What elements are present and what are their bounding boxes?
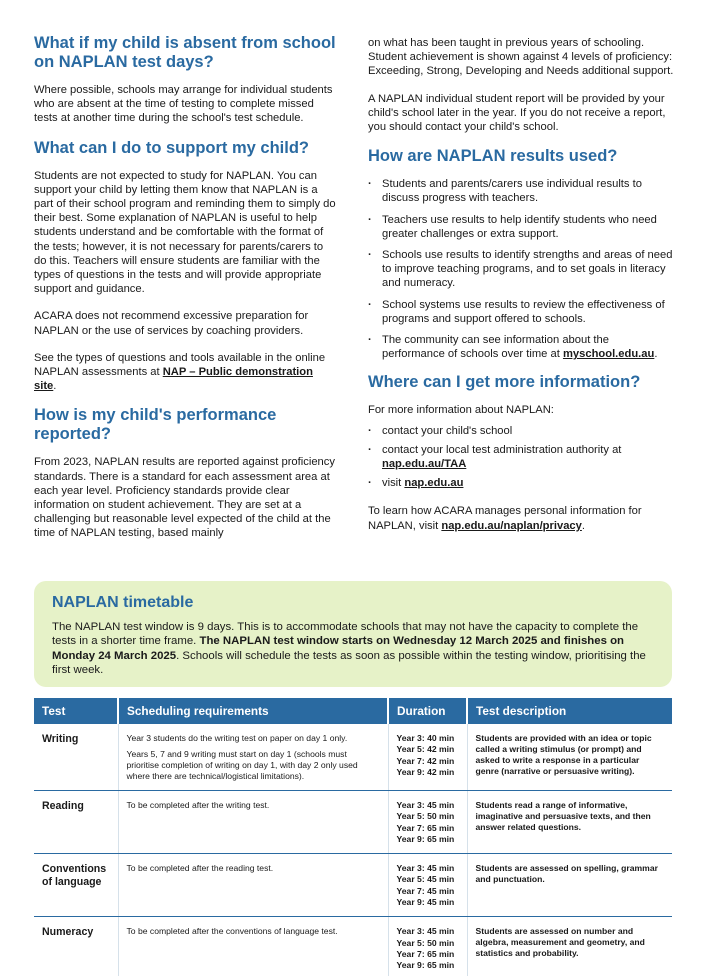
list-item xyxy=(368,248,674,291)
duration-line: Year 3: 45 min xyxy=(396,926,455,937)
description-cell: Students are assessed on number and algebra, measurement and geometry, and statistics and probability. xyxy=(467,917,672,976)
duration-line: Year 5: 42 min xyxy=(396,744,455,755)
description-cell: Students are provided with an idea or topic called a writing stimulus (or prompt) and asked to write a response in a particular genre (narrative or persuasive writing). xyxy=(467,724,672,791)
scheduling-cell xyxy=(118,724,388,791)
list-item xyxy=(368,424,674,438)
table-row xyxy=(34,791,672,854)
bullet-icon: · xyxy=(368,213,372,226)
duration-line: Year 7: 65 min xyxy=(396,948,455,959)
duration-line: Year 7: 45 min xyxy=(396,885,455,896)
bullet-icon: · xyxy=(368,443,372,456)
scheduling-cell xyxy=(118,791,388,854)
taa-link[interactable]: nap.edu.au/TAA xyxy=(382,458,467,471)
list-item xyxy=(368,177,674,205)
support-paragraph-2: ACARA does not recommend excessive preparation for NAPLAN or the use of services by coaching providers. xyxy=(34,310,309,337)
test-name: Writing xyxy=(34,724,118,791)
heading-more-info: Where can I get more information? xyxy=(368,373,641,392)
list-item xyxy=(368,333,674,361)
column-header: Scheduling requirements xyxy=(118,698,388,724)
list-item xyxy=(368,476,674,490)
performance-paragraph: From 2023, NAPLAN results are reported against proficiency standards. There is a standard for each assessment area at each year level. Proficiency standards provide clear information on student achievement. They are set at a challenging but reasonable level expected of the child at the time of NAPLAN testing, based mainly xyxy=(34,456,335,540)
support-paragraph-3 xyxy=(34,351,338,394)
heading-absent: What if my child is absent from school on NAPLAN test days? xyxy=(34,34,336,71)
description-cell: Students are assessed on spelling, grammar and punctuation. xyxy=(467,854,672,917)
scheduling-cell xyxy=(118,917,388,976)
privacy-text: To learn how ACARA manages personal information for NAPLAN, visit xyxy=(368,505,642,532)
scheduling-text: Year 3 students do the writing test on paper on day 1 only. xyxy=(126,733,348,743)
support-p3-suffix: . xyxy=(53,380,57,393)
nap-demo-link[interactable]: NAP – Public demonstration site xyxy=(34,366,313,393)
list-item-text: contact your child's school xyxy=(382,424,513,437)
duration-line: Year 9: 65 min xyxy=(396,960,455,971)
timetable-text-part2: . Schools will schedule the tests as soon as possible within the testing window, prioritising the first week. xyxy=(52,649,646,676)
scheduling-text: To be completed after the writing test. xyxy=(126,800,270,810)
column-header: Test xyxy=(34,698,118,724)
bullet-icon: · xyxy=(368,424,372,437)
description-cell: Students read a range of informative, imaginative and persuasive texts, and then answer related questions. xyxy=(467,791,672,854)
duration-line: Year 7: 42 min xyxy=(396,755,455,766)
duration-cell xyxy=(388,791,467,854)
bullet-icon: · xyxy=(368,477,372,490)
test-name: Reading xyxy=(34,791,118,854)
test-name: Conventions of language xyxy=(34,854,118,917)
list-item-text: Schools use results to identify strengths and areas of need to improve teaching programs, and to set goals in literacy and numeracy. xyxy=(382,249,673,290)
bullet-icon: · xyxy=(368,178,372,191)
myschool-link[interactable]: myschool.edu.au xyxy=(562,348,655,361)
timetable-text xyxy=(52,620,654,677)
schedule-table xyxy=(34,698,672,976)
list-item xyxy=(368,443,674,471)
more-info-list xyxy=(368,424,674,491)
timetable-callout xyxy=(34,581,672,687)
bullet-icon: · xyxy=(368,249,372,262)
duration-line: Year 9: 45 min xyxy=(396,897,455,908)
heading-results: How are NAPLAN results used? xyxy=(368,147,618,166)
privacy-suffix: . xyxy=(581,519,585,532)
heading-support: What can I do to support my child? xyxy=(34,138,309,157)
test-name: Numeracy xyxy=(34,917,118,976)
scheduling-text: To be completed after the conventions of language test. xyxy=(126,926,338,937)
duration-line: Year 5: 50 min xyxy=(396,811,455,822)
right-column xyxy=(368,34,674,546)
scheduling-cell xyxy=(118,854,388,917)
duration-cell xyxy=(388,917,467,976)
list-item-suffix: . xyxy=(654,348,658,361)
list-item-text: visit xyxy=(382,477,405,490)
bullet-icon: · xyxy=(368,334,372,347)
duration-line: Year 9: 42 min xyxy=(396,766,455,777)
list-item-text: Teachers use results to help identify students who need greater challenges or extra support. xyxy=(382,213,657,240)
duration-line: Year 7: 65 min xyxy=(396,822,455,833)
list-item xyxy=(368,298,674,326)
support-paragraph-1: Students are not expected to study for NAPLAN. You can support your child by letting them know that NAPLAN is a part of their school program and reminding them to simply do their best. Some explanation of NAPLAN is useful to help students understand and be comfortable with the format of the tests; however, it is not necessary for parents/carers to do this. Teachers will ensure students are familiar with the types of questions in the tests and will provide appropriate support and guidance. xyxy=(34,169,336,296)
timetable-dates: The NAPLAN test window starts on Wednesday 12 March 2025 and finishes on Monday 24 March 2025 xyxy=(52,635,625,662)
table-row xyxy=(34,724,672,791)
report-paragraph: A NAPLAN individual student report will be provided by your child's school later in the year. If you do not receive a report, you should contact your child's school. xyxy=(368,92,666,134)
duration-line: Year 9: 65 min xyxy=(396,833,455,844)
list-item-text: Students and parents/carers use individual results to discuss progress with teachers. xyxy=(382,178,642,205)
scheduling-text: Years 5, 7 and 9 writing must start on day 1 (schools must prioritise completion of writing on day 1, with day 2 only used where there are technical/logistical limitations). xyxy=(126,749,358,781)
absent-paragraph: Where possible, schools may arrange for individual students who are absent at the time of testing to complete missed tests at another time during the school's test schedule. xyxy=(34,84,333,125)
duration-cell xyxy=(388,854,467,917)
table-header-row xyxy=(34,698,672,724)
results-list xyxy=(368,177,674,361)
duration-line: Year 3: 45 min xyxy=(396,800,455,810)
list-item-text: The community can see information about the performance of schools over time at xyxy=(382,334,609,361)
duration-cell xyxy=(388,724,467,791)
privacy-paragraph xyxy=(368,504,674,532)
list-item xyxy=(368,213,674,241)
duration-line: Year 3: 40 min xyxy=(396,733,455,743)
list-item-text: contact your local test administration authority at xyxy=(382,443,622,456)
support-p3-text: See the types of questions and tools available in the online NAPLAN assessments at xyxy=(34,351,326,379)
bullet-icon: · xyxy=(368,298,372,311)
privacy-link[interactable]: nap.edu.au/naplan/privacy xyxy=(441,519,582,532)
scheduling-text: To be completed after the reading test. xyxy=(126,863,274,874)
performance-continued-paragraph: on what has been taught in previous years of schooling. Student achievement is shown against 4 levels of proficiency: Exceeding, Strong, Developing and Needs additional support. xyxy=(368,37,674,78)
table-row xyxy=(34,854,672,917)
left-column xyxy=(34,34,338,554)
table-row xyxy=(34,917,672,976)
column-header: Duration xyxy=(388,698,467,724)
column-header: Test description xyxy=(467,698,672,724)
more-info-intro: For more information about NAPLAN: xyxy=(368,404,554,417)
nap-link[interactable]: nap.edu.au xyxy=(404,477,464,490)
timetable-text-part1: The NAPLAN test window is 9 days. This is to accommodate schools that may not have the capacity to complete the tests in a shorter time frame. xyxy=(52,621,639,648)
duration-line: Year 3: 45 min xyxy=(396,863,455,874)
list-item-text: School systems use results to review the effectiveness of programs and support offered to schools. xyxy=(382,298,665,325)
duration-line: Year 5: 50 min xyxy=(396,937,455,948)
timetable-heading: NAPLAN timetable xyxy=(52,594,194,611)
heading-performance: How is my child's performance reported? xyxy=(34,406,277,444)
duration-line: Year 5: 45 min xyxy=(396,874,455,885)
